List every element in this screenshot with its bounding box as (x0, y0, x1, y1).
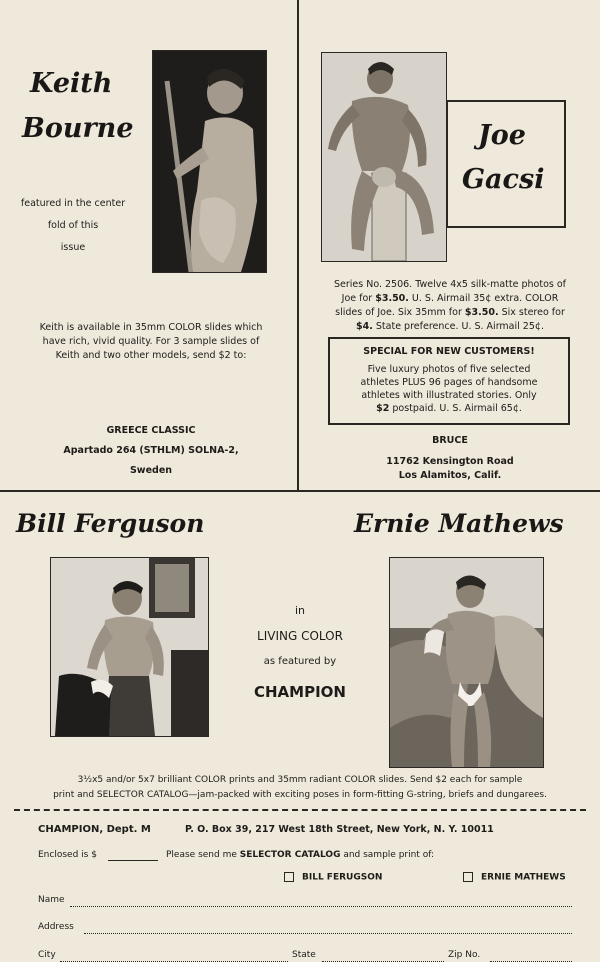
keith-desc-line3: Keith and two other models, send $2 to: (55, 350, 247, 361)
keith-featured-line3: issue (60, 242, 86, 253)
offer-line2: print and SELECTOR CATALOG—jam-packed with exciting poses in form-fitting G-string, briefs and dungarees. (53, 790, 547, 800)
joe-series-line4 (306, 320, 594, 334)
address-field[interactable] (84, 924, 572, 934)
ernie-mathews-name: Ernie Mathews (354, 509, 564, 538)
enclosed-amount-field[interactable] (108, 851, 158, 861)
coupon-cut-line (14, 809, 586, 811)
special-line3: athletes with illustrated stories. Only (361, 390, 537, 401)
address-label: Address (38, 922, 74, 932)
joe-series-line2-c: U. S. Airmail 35¢ extra. COLOR (408, 293, 559, 304)
ernie-checkbox[interactable] (463, 872, 473, 882)
keith-country: Sweden (129, 465, 173, 476)
offer-line1: 3½x5 and/or 5x7 brilliant COLOR prints and 35mm radiant COLOR slides. Send $2 each for sample (77, 775, 523, 785)
joe-series-line3 (306, 306, 594, 320)
special-title: SPECIAL FOR NEW CUSTOMERS! (363, 346, 535, 357)
keith-name-line1: Keith (30, 68, 113, 99)
joe-series-line2 (306, 292, 594, 306)
option-ernie-label: ERNIE MATHEWS (481, 872, 566, 883)
name-label: Name (38, 895, 65, 905)
special-line4-b: postpaid. U. S. Airmail 65¢. (389, 403, 522, 414)
joe-series-line3-a: slides of Joe. Six 35mm for (335, 307, 465, 318)
keith-desc-line1: Keith is available in 35mm COLOR slides which (39, 322, 263, 333)
joe-city: Los Alamitos, Calif. (398, 470, 502, 481)
joe-series-line2-a: Joe for (341, 293, 376, 304)
name-field[interactable] (70, 897, 572, 907)
joe-series-line4-b: State preference. U. S. Airmail 25¢. (372, 321, 544, 332)
keith-address: Apartado 264 (STHLM) SOLNA-2, (63, 445, 239, 456)
as-featured-by: as featured by (263, 656, 337, 667)
state-field[interactable] (322, 952, 444, 962)
joe-photo (321, 52, 447, 262)
joe-price-slides: $3.50. (464, 307, 499, 318)
champion-dept: CHAMPION, Dept. M (38, 824, 151, 835)
joe-series-line1: Series No. 2506. Twelve 4x5 silk-matte photos of (333, 279, 567, 290)
bill-checkbox[interactable] (284, 872, 294, 882)
joe-name-line2: Gacsi (462, 164, 545, 195)
special-price: $2 (376, 403, 390, 414)
vertical-divider (297, 0, 299, 492)
special-line2: athletes PLUS 96 pages of handsome (360, 377, 538, 388)
enclosed-label: Enclosed is $ (38, 850, 97, 860)
please-send-c: and sample print of: (340, 850, 435, 860)
champion-po-address: P. O. Box 39, 217 West 18th Street, New York, N. Y. 10011 (185, 824, 494, 835)
joe-name-line1: Joe (478, 120, 526, 151)
keith-featured-line1: featured in the center (20, 198, 126, 209)
keith-desc-line2: have rich, vivid quality. For 3 sample slides of (42, 336, 260, 347)
joe-street: 11762 Kensington Road (386, 456, 514, 467)
keith-featured-line2: fold of this (47, 220, 99, 231)
joe-series-line3-c: Six stereo for (498, 307, 565, 318)
champion-brand: CHAMPION (254, 683, 346, 701)
option-ernie[interactable] (463, 872, 566, 883)
state-label: State (292, 950, 316, 960)
keith-name-line2: Bourne (22, 113, 134, 144)
special-line4 (330, 402, 568, 416)
special-line1: Five luxury photos of five selected (367, 364, 531, 375)
option-bill-label: BILL FERUGSON (302, 872, 383, 883)
please-send-a: Please send me (166, 850, 240, 860)
option-bill[interactable] (284, 872, 382, 883)
city-field[interactable] (60, 952, 288, 962)
zip-field[interactable] (490, 952, 572, 962)
keith-photo (152, 50, 267, 273)
living-color-title: LIVING COLOR (257, 629, 343, 643)
joe-price-stereo: $4. (356, 321, 373, 332)
special-offer-box (328, 337, 570, 425)
joe-name-box (446, 100, 566, 228)
bill-ferguson-name: Bill Ferguson (16, 509, 205, 538)
zip-label: Zip No. (448, 950, 481, 960)
horizontal-divider (0, 490, 600, 492)
bill-photo (50, 557, 209, 737)
please-send-line (166, 850, 434, 860)
keith-company: GREECE CLASSIC (106, 425, 196, 436)
city-label: City (38, 950, 56, 960)
please-send-catalog: SELECTOR CATALOG (239, 850, 341, 860)
living-color-in: in (294, 604, 306, 617)
joe-price-photos: $3.50. (375, 293, 409, 304)
joe-company: BRUCE (432, 435, 468, 446)
ernie-photo (389, 557, 544, 768)
